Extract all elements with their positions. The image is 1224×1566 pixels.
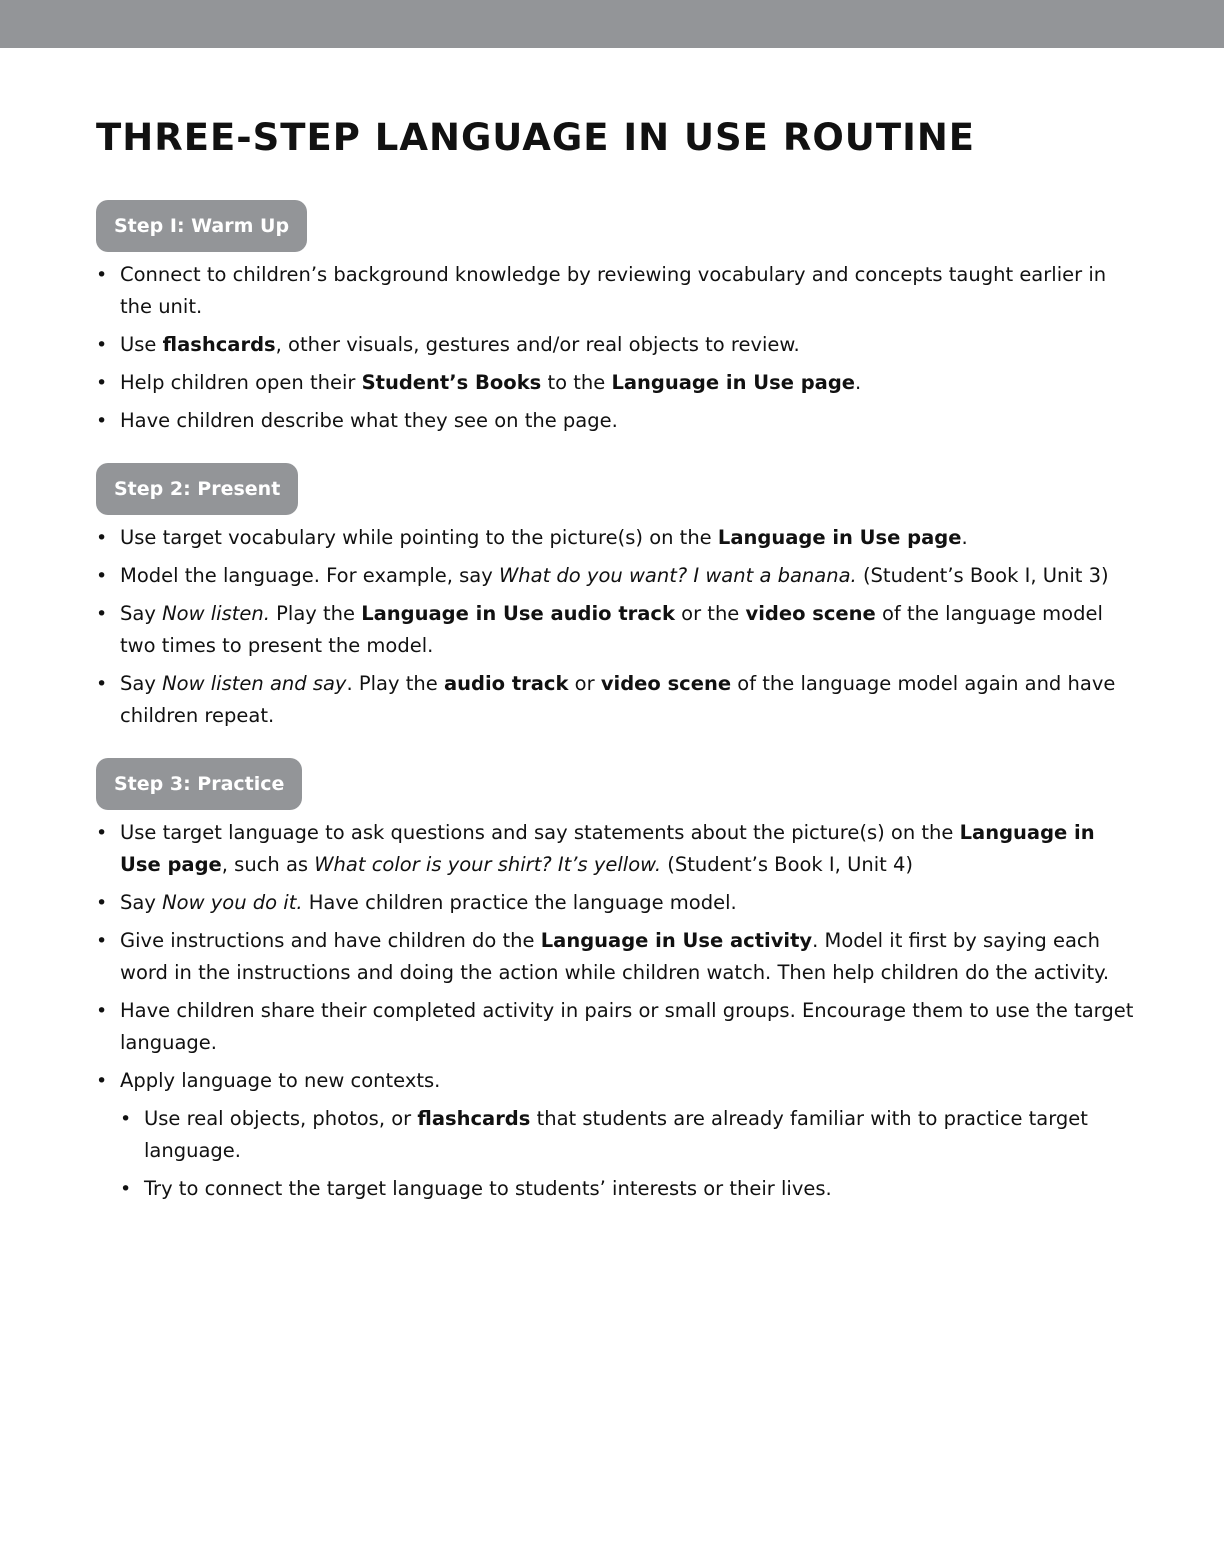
section-practice xyxy=(96,758,1136,1205)
list-item: • Say Now listen and say. Play the audio track or video scene of the language model again and have children repeat. xyxy=(96,668,1136,732)
list-item: • Connect to children’s background knowledge by reviewing vocabulary and concepts taught earlier in the unit. xyxy=(96,259,1136,323)
step-label: Step 3: Practice xyxy=(96,758,302,810)
page-title: THREE-STEP LANGUAGE IN USE ROUTINE xyxy=(96,116,976,159)
step-label: Step 2: Present xyxy=(96,463,298,515)
list-item: • Use target vocabulary while pointing to the picture(s) on the Language in Use page. xyxy=(96,522,1136,554)
bullet-list xyxy=(96,817,1136,1205)
page-content xyxy=(96,112,1136,1231)
list-item: • Apply language to new contexts. • Use real objects, photos, or flashcards that students are already familiar with to practice target language. • Try to connect the target language to students’ interests or their lives. xyxy=(96,1065,1136,1205)
list-item: • Have children describe what they see on the page. xyxy=(96,405,1136,437)
list-item: • Use flashcards, other visuals, gestures and/or real objects to review. xyxy=(96,329,1136,361)
bullet-list xyxy=(96,259,1136,437)
header-bar xyxy=(0,0,1224,48)
section-warm-up xyxy=(96,200,1136,437)
list-item: • Have children share their completed activity in pairs or small groups. Encourage them to use the target language. xyxy=(96,995,1136,1059)
list-item: • Say Now listen. Play the Language in Use audio track or the video scene of the language model two times to present the model. xyxy=(96,598,1136,662)
list-item: • Give instructions and have children do the Language in Use activity. Model it first by saying each word in the instructions and doing the action while children watch. Then help children do the activity. xyxy=(96,925,1136,989)
sub-list-item: • Use real objects, photos, or flashcards that students are already familiar with to practice target language. xyxy=(120,1103,1136,1167)
sub-list-item: • Try to connect the target language to students’ interests or their lives. xyxy=(120,1173,1136,1205)
list-item: • Model the language. For example, say What do you want? I want a banana. (Student’s Book I, Unit 3) xyxy=(96,560,1136,592)
list-item: • Say Now you do it. Have children practice the language model. xyxy=(96,887,1136,919)
bullet-list xyxy=(96,522,1136,732)
step-label: Step I: Warm Up xyxy=(96,200,307,252)
list-item: • Use target language to ask questions and say statements about the picture(s) on the Language in Use page, such as What color is your shirt? It’s yellow. (Student’s Book I, Unit 4) xyxy=(96,817,1136,881)
list-item: • Help children open their Student’s Books to the Language in Use page. xyxy=(96,367,1136,399)
sub-bullet-list xyxy=(120,1103,1136,1205)
section-present xyxy=(96,463,1136,732)
